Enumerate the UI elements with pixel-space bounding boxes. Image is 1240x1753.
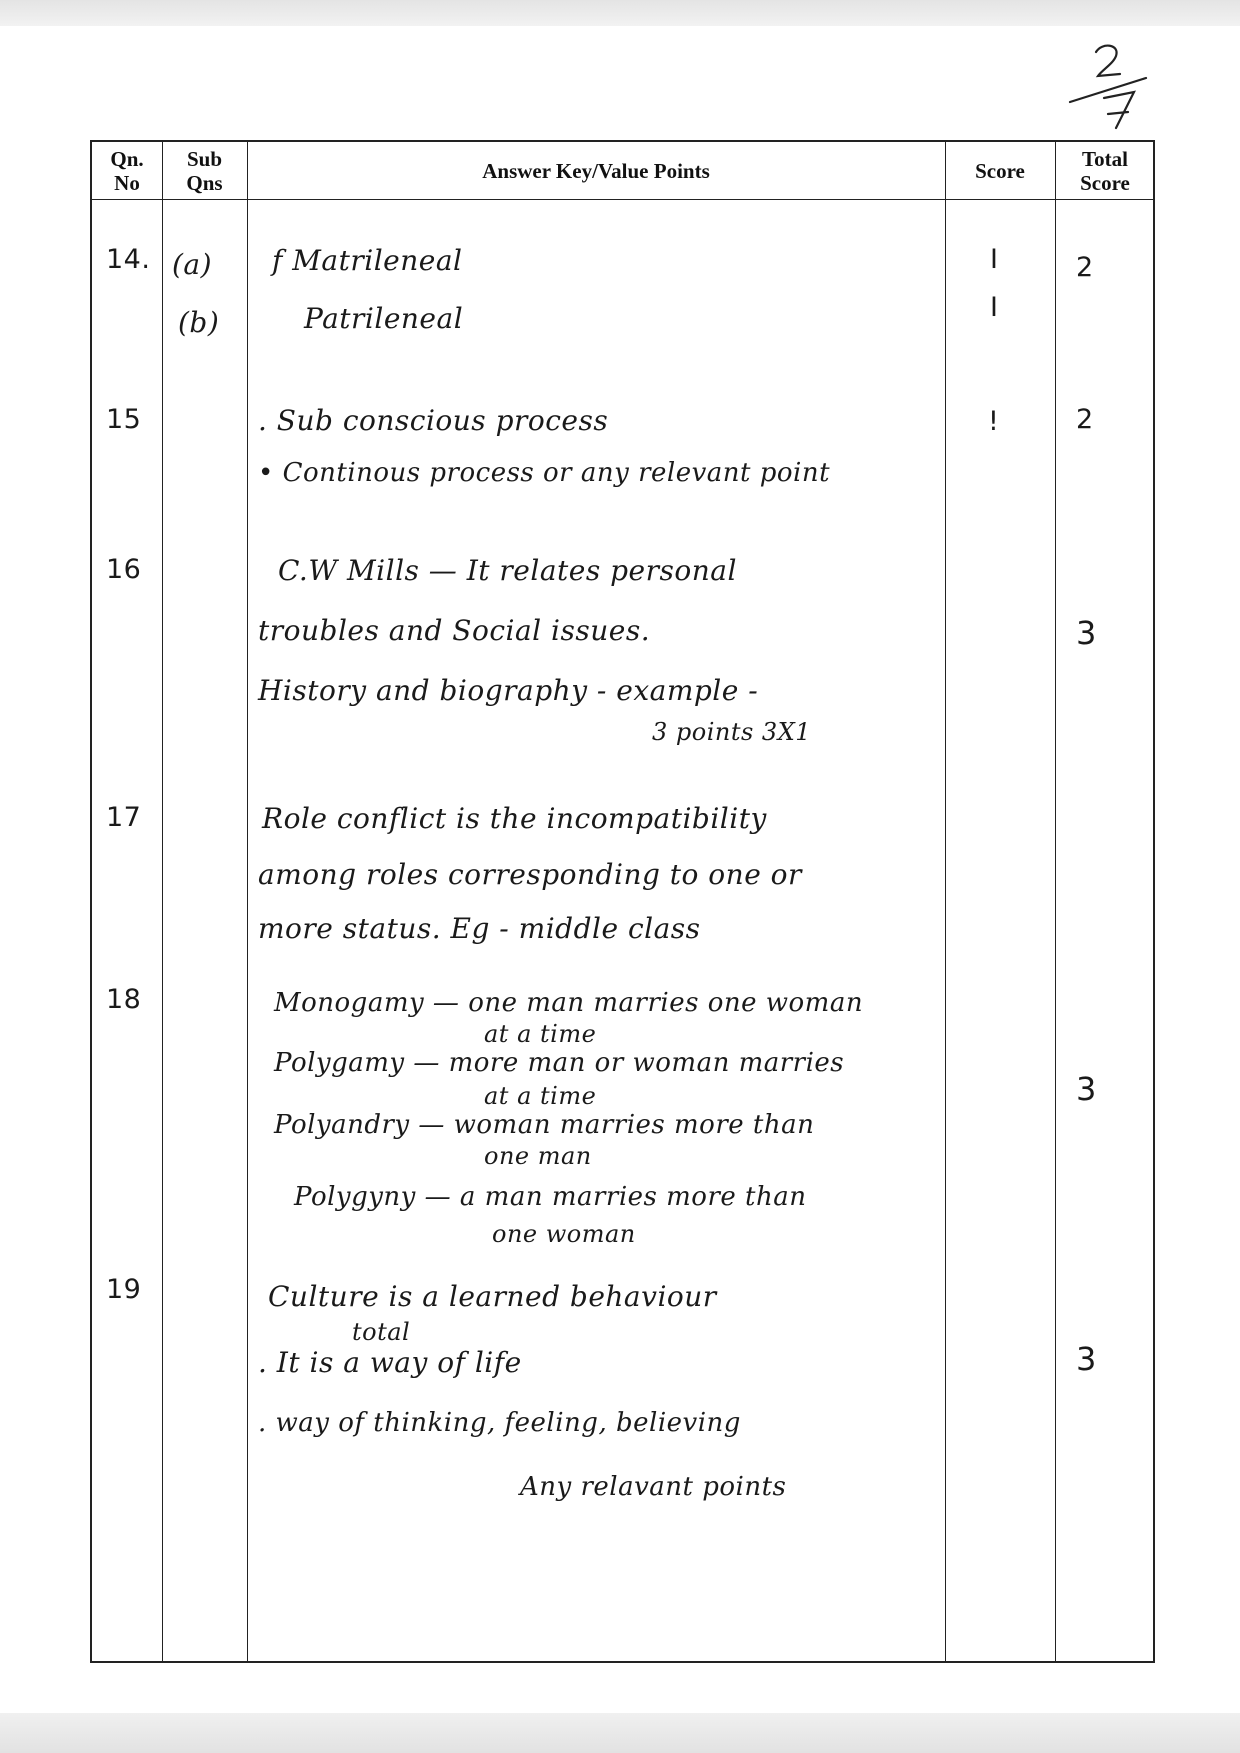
answer-line: one woman (492, 1220, 636, 1248)
answer-line: Monogamy — one man marries one woman (274, 988, 864, 1018)
question-number: 17 (106, 802, 142, 833)
answer-line: Role conflict is the incompatibility (262, 802, 767, 835)
score-value: ! (988, 406, 1000, 437)
header-total-score: Total Score (1080, 146, 1130, 195)
answer-line: Polygamy — more man or woman marries (274, 1048, 845, 1078)
answer-line: 3 points 3X1 (652, 718, 812, 746)
answer-line: at a time (484, 1082, 597, 1110)
question-number: 14. (106, 244, 151, 275)
answer-line: Polygyny — a man marries more than (294, 1182, 807, 1212)
answer-line: . way of thinking, feeling, believing (258, 1408, 741, 1438)
answer-line: Any relavant points (520, 1472, 787, 1502)
answer-line: Culture is a learned behaviour (268, 1280, 717, 1313)
total-score-value: 3 (1076, 1070, 1097, 1108)
answer-key-table (90, 140, 1155, 1663)
column-divider (1055, 142, 1056, 1661)
answer-line: C.W Mills — It relates personal (278, 554, 737, 587)
answer-line: at a time (484, 1020, 597, 1048)
answer-line: History and biography - example - (258, 674, 759, 707)
answer-line: one man (484, 1142, 592, 1170)
answer-line: Patrileneal (304, 302, 464, 335)
answer-line: more status. Eg - middle class (258, 912, 701, 945)
header-divider (92, 199, 1153, 200)
sub-question-label: (b) (178, 306, 220, 339)
answer-line: total (352, 1318, 411, 1346)
answer-line: . Sub conscious process (258, 404, 609, 437)
header-sub-qns: Sub Qns (186, 146, 223, 195)
total-score-value: 3 (1076, 1340, 1097, 1378)
scan-bottom-edge (0, 1713, 1240, 1753)
header-score: Score (975, 158, 1025, 183)
answer-line: f Matrileneal (272, 244, 463, 277)
scan-top-edge (0, 0, 1240, 26)
column-divider (247, 142, 248, 1661)
answer-line: • Continous process or any relevant point (258, 458, 831, 488)
score-value: I (990, 244, 999, 275)
question-number: 15 (106, 404, 142, 435)
sub-question-label: (a) (172, 248, 213, 281)
answer-line: . It is a way of life (258, 1346, 522, 1379)
column-divider (162, 142, 163, 1661)
answer-line: among roles corresponding to one or (258, 858, 802, 891)
score-value: I (990, 292, 999, 323)
total-score-value: 2 (1076, 404, 1094, 435)
column-divider (945, 142, 946, 1661)
question-number: 16 (106, 554, 142, 585)
question-number: 18 (106, 984, 142, 1015)
header-qn-no: Qn. No (110, 146, 144, 195)
page-number-mark (1062, 40, 1152, 130)
total-score-value: 2 (1076, 252, 1094, 283)
answer-line: troubles and Social issues. (258, 614, 651, 647)
answer-line: Polyandry — woman marries more than (274, 1110, 815, 1140)
header-answer-key: Answer Key/Value Points (482, 158, 710, 183)
total-score-value: 3 (1076, 614, 1097, 652)
question-number: 19 (106, 1274, 142, 1305)
